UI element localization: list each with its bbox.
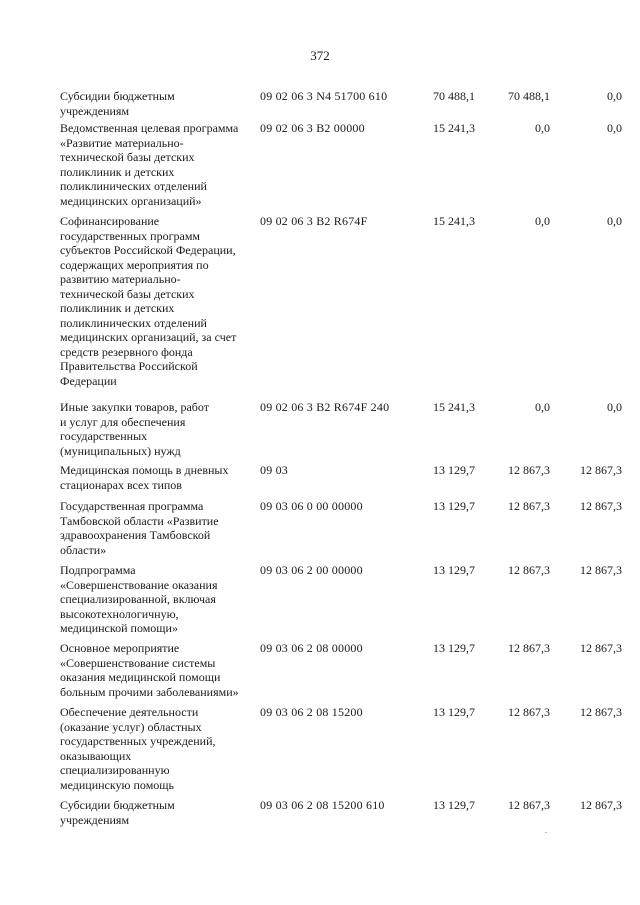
row-name-line: оказывающих: [60, 748, 132, 763]
row-name: [60, 798, 256, 827]
row-value-2: 0,0: [535, 400, 550, 414]
row-name-line: учреждениям: [60, 812, 130, 827]
row-value-3: 0,0: [607, 121, 622, 135]
row-name-line: Обеспечение деятельности: [60, 705, 199, 719]
row-value-2: 12 867,3: [508, 463, 550, 477]
row-code: 09 03 06 2 08 00000: [260, 641, 363, 655]
row-name-line: области»: [60, 542, 107, 557]
row-code: 09 03 06 2 00 00000: [260, 563, 363, 577]
row-code: 09 03 06 2 08 15200: [260, 705, 363, 719]
row-name-line: (оказание услуг) областных: [60, 719, 202, 734]
row-value-3: 0,0: [607, 89, 622, 103]
row-name-line: медицинских организаций, за счет: [60, 330, 237, 344]
row-name-line: «Совершенствование оказания: [60, 577, 218, 592]
row-name-line: государственных: [60, 429, 148, 443]
row-code: 09 02 06 3 N4 51700 610: [260, 89, 388, 103]
row-name-line: Тамбовской области «Развитие: [60, 513, 219, 528]
row-value-2: 12 867,3: [508, 563, 550, 577]
row-name-line: здравоохранения Тамбовской: [60, 528, 211, 542]
row-name-line: «Совершенствование системы: [60, 655, 216, 670]
row-name-line: медицинскую помощь: [60, 777, 175, 792]
row-value-1: 13 129,7: [433, 705, 475, 719]
row-value-2: 0,0: [535, 214, 550, 228]
row-name-line: Правительства Российской: [60, 359, 198, 373]
row-name-line: государственных программ: [60, 228, 201, 243]
row-value-2: 70 488,1: [508, 89, 550, 103]
row-value-1: 13 129,7: [433, 463, 475, 477]
row-name-line: Основное мероприятие: [60, 641, 180, 655]
row-code: 09 03 06 0 00 00000: [260, 499, 363, 513]
row-name: [60, 563, 256, 636]
row-value-1: 13 129,7: [433, 798, 475, 812]
row-name: [60, 89, 256, 118]
row-name-line: специализированной, включая: [60, 592, 216, 606]
row-value-3: 0,0: [607, 214, 622, 228]
row-code: 09 03: [260, 463, 288, 477]
row-name: [60, 641, 256, 699]
row-name-line: Иные закупки товаров, работ: [60, 400, 209, 414]
row-value-2: 12 867,3: [508, 705, 550, 719]
row-name-line: Субсидии бюджетным: [60, 798, 175, 812]
row-value-1: 70 488,1: [433, 89, 475, 103]
row-name-line: технической базы детских: [60, 150, 195, 164]
row-name-line: оказания медицинской помощи: [60, 670, 221, 684]
row-name-line: медицинских организаций»: [60, 193, 202, 208]
row-name: [60, 214, 256, 388]
row-code: 09 02 06 3 В2 00000: [260, 121, 365, 135]
row-name-line: больным прочими заболеваниями»: [60, 684, 239, 699]
row-name-line: субъектов Российской Федерации,: [60, 243, 236, 257]
row-name-line: Федерации: [60, 373, 117, 388]
row-value-3: 12 867,3: [580, 641, 622, 655]
row-value-2: 12 867,3: [508, 641, 550, 655]
row-name-line: Медицинская помощь в дневных: [60, 463, 229, 477]
row-name-line: поликлинических отделений: [60, 179, 207, 193]
row-code: 09 02 06 3 В2 R674F 240: [260, 400, 390, 414]
row-name-line: Подпрограмма: [60, 563, 136, 577]
row-name-line: высокотехнологичную,: [60, 606, 179, 621]
row-name-line: стационарах всех типов: [60, 477, 182, 492]
row-name-line: технической базы детских: [60, 286, 195, 301]
row-name-line: Софинансирование: [60, 214, 160, 228]
row-value-2: 0,0: [535, 121, 550, 135]
row-value-3: 12 867,3: [580, 499, 622, 513]
row-value-1: 13 129,7: [433, 641, 475, 655]
row-name-line: «Развитие материально-: [60, 135, 184, 150]
row-value-2: 12 867,3: [508, 798, 550, 812]
row-name: [60, 463, 256, 492]
row-value-2: 12 867,3: [508, 499, 550, 513]
row-name-line: поликлиник и детских: [60, 301, 175, 315]
page-number: 372: [310, 48, 330, 63]
row-name: [60, 499, 256, 557]
row-name: [60, 705, 256, 792]
row-value-3: 12 867,3: [580, 798, 622, 812]
row-name-line: государственных учреждений,: [60, 734, 216, 748]
row-value-1: 15 241,3: [433, 121, 475, 135]
row-name-line: развитию материально-: [60, 272, 181, 286]
row-value-3: 12 867,3: [580, 563, 622, 577]
row-name-line: учреждениям: [60, 103, 130, 118]
row-value-1: 13 129,7: [433, 563, 475, 577]
row-code: 09 02 06 3 В2 R674F: [260, 214, 368, 228]
row-name-line: медицинской помощи»: [60, 621, 178, 635]
row-value-1: 15 241,3: [433, 214, 475, 228]
row-value-3: 0,0: [607, 400, 622, 414]
row-name-line: и услуг для обеспечения: [60, 414, 186, 429]
row-code: 09 03 06 2 08 15200 610: [260, 798, 385, 812]
row-name-line: специализированную: [60, 763, 170, 777]
row-name-line: (муниципальных) нужд: [60, 443, 181, 458]
row-name-line: Субсидии бюджетным: [60, 89, 175, 103]
row-name-line: Ведомственная целевая программа: [60, 121, 239, 135]
scan-speck: [545, 832, 547, 833]
row-value-1: 15 241,3: [433, 400, 475, 414]
row-name-line: поликлинических отделений: [60, 315, 207, 330]
row-value-3: 12 867,3: [580, 463, 622, 477]
row-name-line: поликлиник и детских: [60, 164, 175, 179]
row-value-3: 12 867,3: [580, 705, 622, 719]
row-name-line: средств резервного фонда: [60, 344, 193, 359]
row-name: [60, 400, 256, 458]
row-name: [60, 121, 256, 208]
row-name-line: Государственная программа: [60, 499, 204, 513]
row-value-1: 13 129,7: [433, 499, 475, 513]
row-name-line: содержащих мероприятия по: [60, 257, 209, 272]
